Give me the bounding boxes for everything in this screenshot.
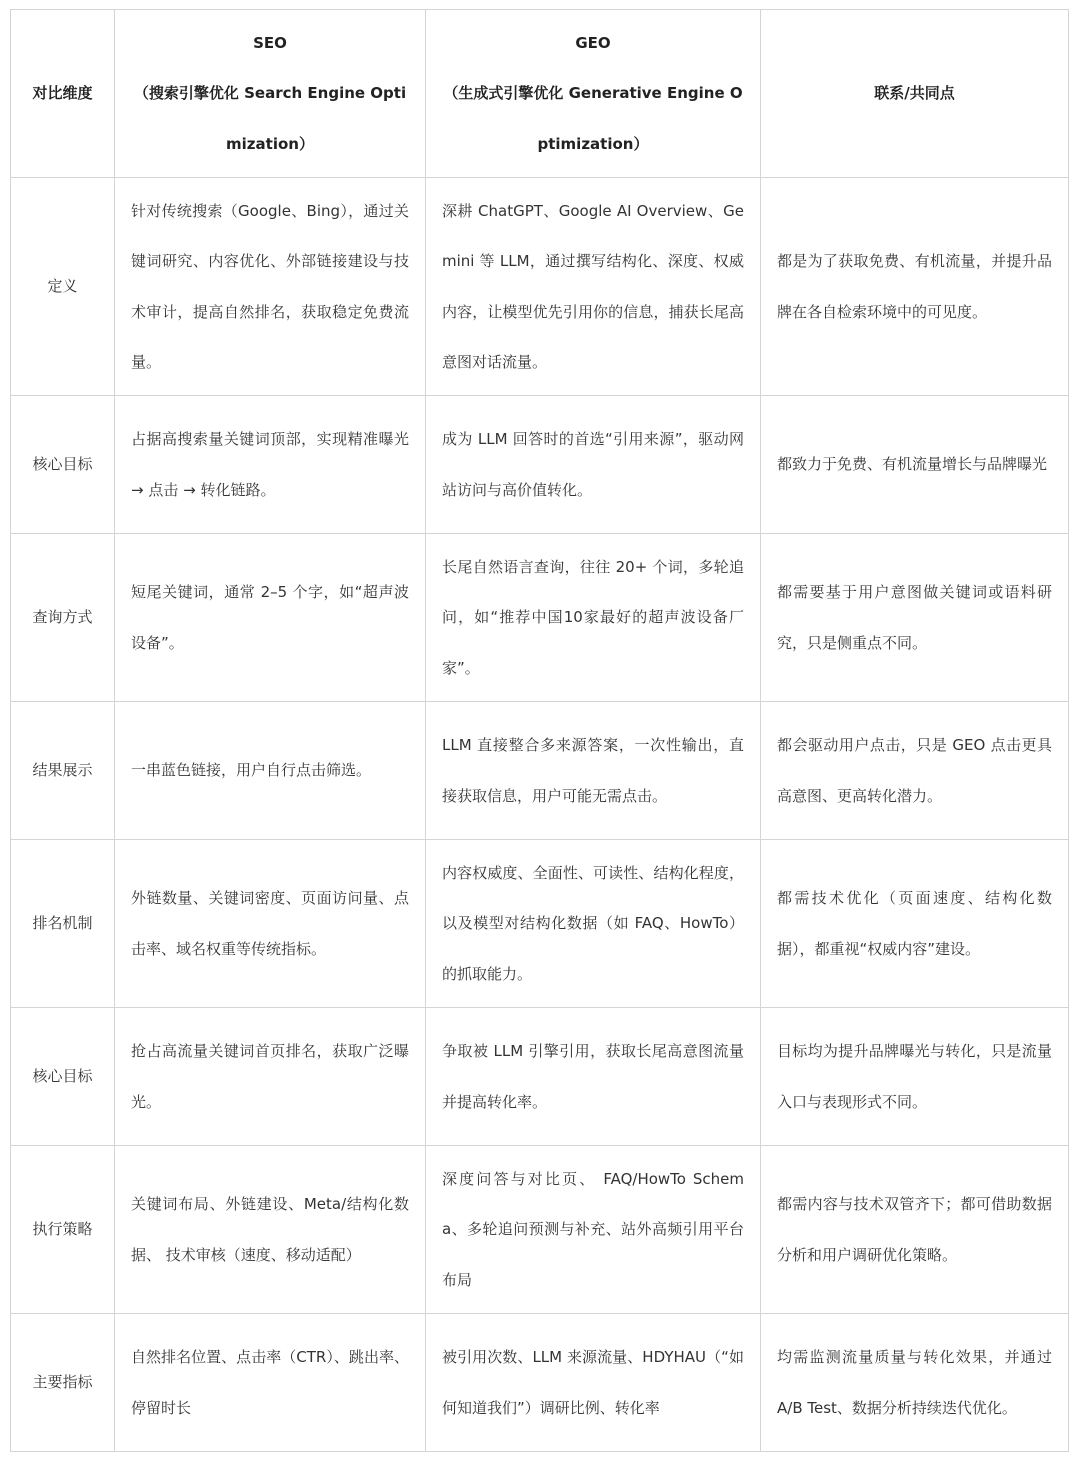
header-geo-subtitle: （生成式引擎优化 Generative Engine Optimization） [443,84,743,153]
row-common-cell: 都需内容与技术双管齐下；都可借助数据分析和用户调研优化策略。 [761,1146,1069,1314]
table-row [11,1146,1069,1314]
table-row [11,534,1069,702]
row-dimension: 结果展示 [11,702,115,840]
row-common-cell: 都致力于免费、有机流量增长与品牌曝光 [761,396,1069,534]
header-dimension: 对比维度 [11,10,115,178]
row-geo-cell: 深耕 ChatGPT、Google AI Overview、Gemini 等 LLM，通过撰写结构化、深度、权威内容，让模型优先引用你的信息，捕获长尾高意图对话流量。 [426,178,761,396]
row-seo-cell: 占据高搜索量关键词顶部，实现精准曝光 → 点击 → 转化链路。 [115,396,426,534]
header-geo-title: GEO [575,33,611,52]
row-common-cell: 都需技术优化（页面速度、结构化数据），都重视“权威内容”建设。 [761,840,1069,1008]
table-row [11,396,1069,534]
comparison-table [10,9,1069,1452]
row-seo-cell: 外链数量、关键词密度、页面访问量、点击率、域名权重等传统指标。 [115,840,426,1008]
row-geo-cell: 深度问答与对比页、 FAQ/HowTo Schema、多轮追问预测与补充、站外高频引用平台布局 [426,1146,761,1314]
row-geo-cell: 成为 LLM 回答时的首选“引用来源”，驱动网站访问与高价值转化。 [426,396,761,534]
header-geo [426,10,761,178]
row-geo-cell: 长尾自然语言查询，往往 20+ 个词，多轮追问，如“推荐中国10家最好的超声波设备厂家”。 [426,534,761,702]
row-seo-cell: 关键词布局、外链建设、Meta/结构化数据、 技术审核（速度、移动适配） [115,1146,426,1314]
table-row [11,1314,1069,1452]
row-common-cell: 都是为了获取免费、有机流量，并提升品牌在各自检索环境中的可见度。 [761,178,1069,396]
row-dimension: 核心目标 [11,1008,115,1146]
row-seo-cell: 一串蓝色链接，用户自行点击筛选。 [115,702,426,840]
row-geo-cell: 内容权威度、全面性、可读性、结构化程度，以及模型对结构化数据（如 FAQ、HowTo）的抓取能力。 [426,840,761,1008]
row-dimension: 核心目标 [11,396,115,534]
row-seo-cell: 抢占高流量关键词首页排名，获取广泛曝光。 [115,1008,426,1146]
table-row [11,1008,1069,1146]
row-geo-cell: 争取被 LLM 引擎引用，获取长尾高意图流量并提高转化率。 [426,1008,761,1146]
table-header-row [11,10,1069,178]
table-row [11,702,1069,840]
row-dimension: 查询方式 [11,534,115,702]
header-common: 联系/共同点 [761,10,1069,178]
row-common-cell: 均需监测流量质量与转化效果，并通过 A/B Test、数据分析持续迭代优化。 [761,1314,1069,1452]
header-seo [115,10,426,178]
header-seo-subtitle: （搜索引擎优化 Search Engine Optimization） [133,84,407,153]
row-geo-cell: LLM 直接整合多来源答案，一次性输出，直接获取信息，用户可能无需点击。 [426,702,761,840]
row-common-cell: 都会驱动用户点击，只是 GEO 点击更具高意图、更高转化潜力。 [761,702,1069,840]
row-seo-cell: 自然排名位置、点击率（CTR）、跳出率、停留时长 [115,1314,426,1452]
row-common-cell: 目标均为提升品牌曝光与转化，只是流量入口与表现形式不同。 [761,1008,1069,1146]
table-row [11,178,1069,396]
row-geo-cell: 被引用次数、LLM 来源流量、HDYHAU（“如何知道我们”）调研比例、转化率 [426,1314,761,1452]
row-seo-cell: 针对传统搜索（Google、Bing），通过关键词研究、内容优化、外部链接建设与技术审计，提高自然排名，获取稳定免费流量。 [115,178,426,396]
row-seo-cell: 短尾关键词，通常 2–5 个字，如“超声波设备”。 [115,534,426,702]
row-dimension: 执行策略 [11,1146,115,1314]
row-dimension: 主要指标 [11,1314,115,1452]
table-row [11,840,1069,1008]
row-common-cell: 都需要基于用户意图做关键词或语料研究，只是侧重点不同。 [761,534,1069,702]
row-dimension: 排名机制 [11,840,115,1008]
header-seo-title: SEO [253,33,287,52]
row-dimension: 定义 [11,178,115,396]
